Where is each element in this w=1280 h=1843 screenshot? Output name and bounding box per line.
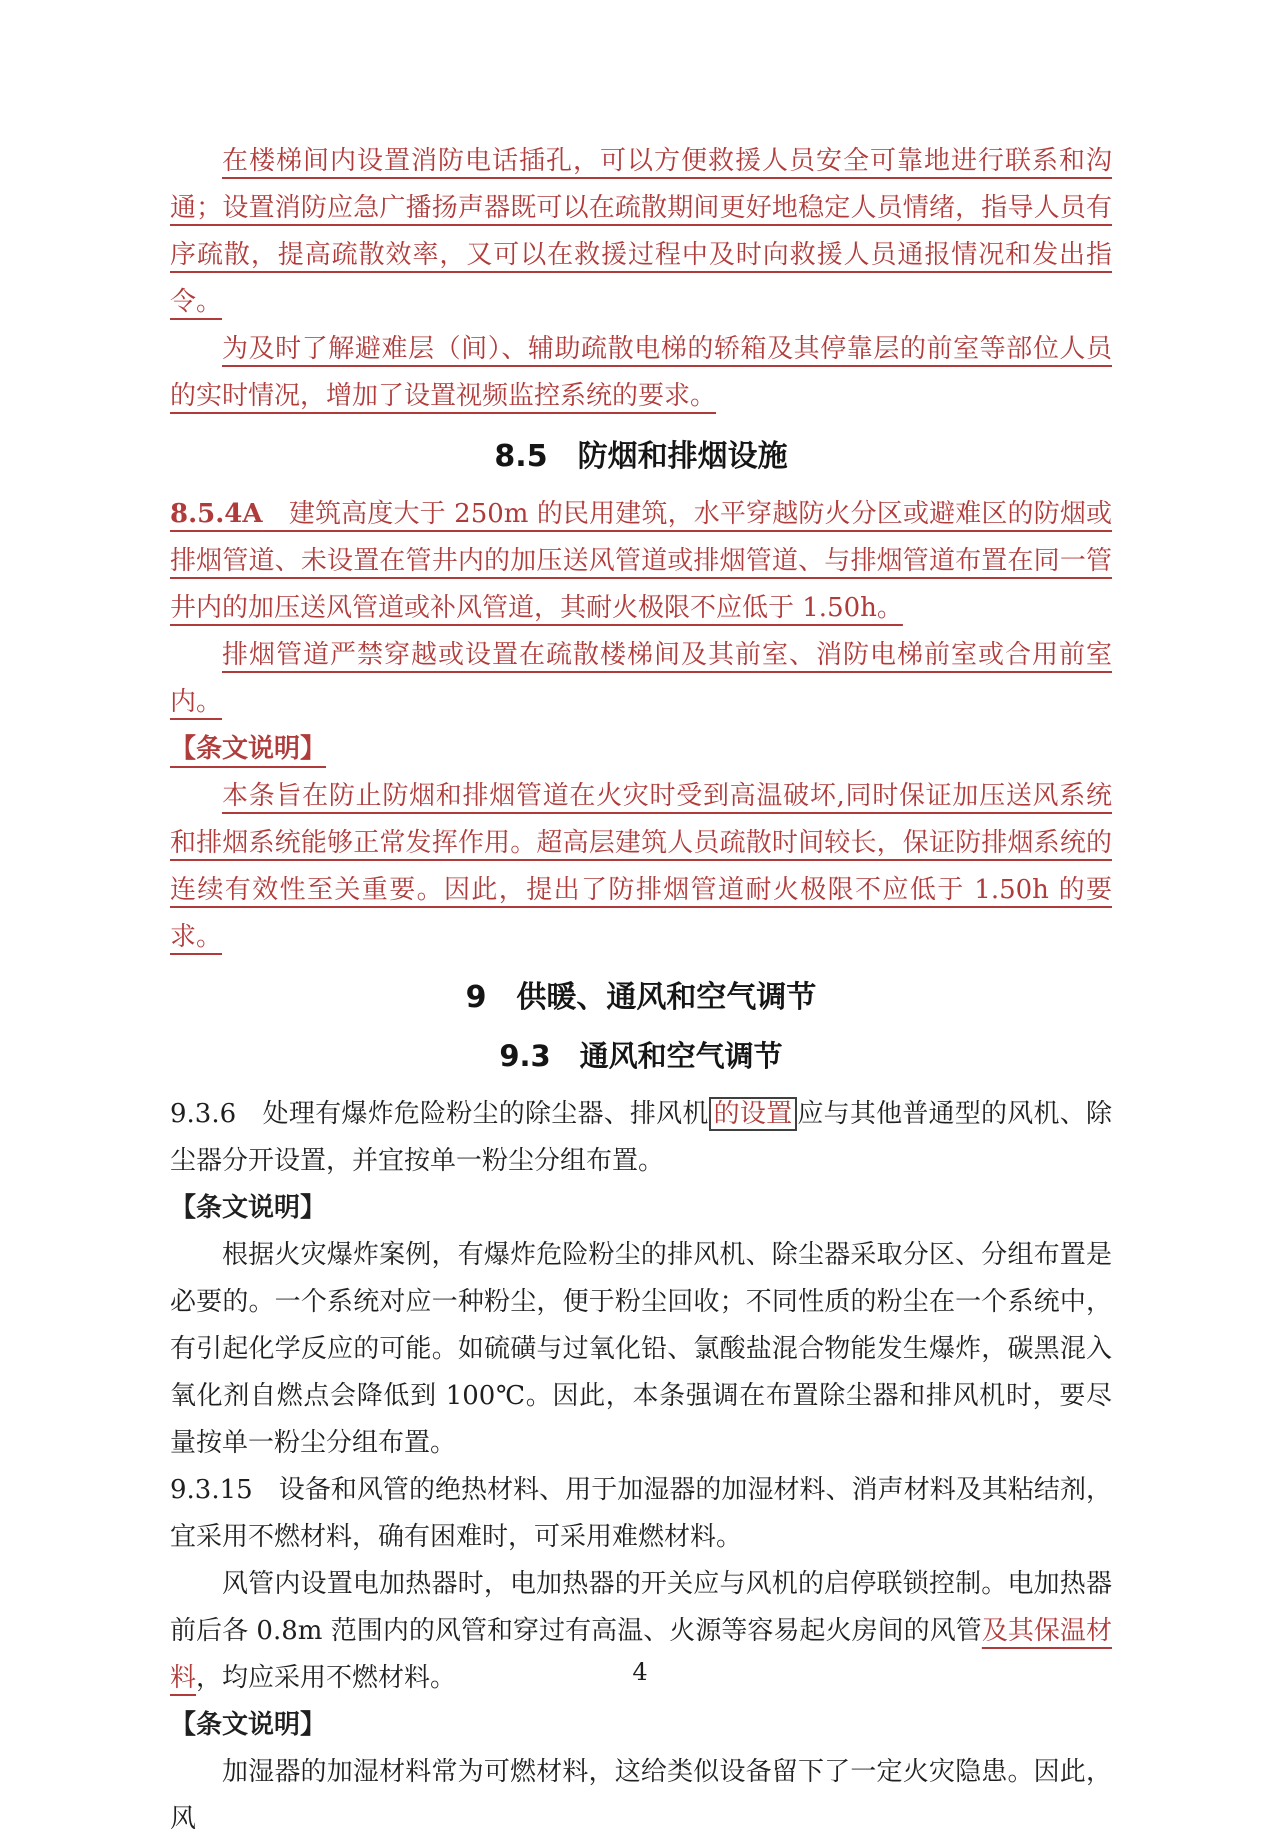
text-run: 设备和风管的绝热材料、用于加湿器的加湿材料、消声材料及其粘结剂，宜采用不燃材料，确有困难时，可采用难燃材料。	[170, 1475, 1112, 1552]
text-run: ，均应采用不燃材料。	[196, 1663, 457, 1693]
heading-8-5	[170, 432, 1112, 481]
remark-heading-9-3-6	[170, 1185, 1112, 1232]
para-8-5-4a	[170, 491, 1112, 632]
text-run: 加湿器的加湿材料常为可燃材料，这给类似设备留下了一定火灾隐患。因此，风	[170, 1757, 1112, 1834]
clause-number-9-3-6: 9.3.6	[170, 1099, 237, 1129]
para-9-3-6-explanation	[170, 1232, 1112, 1467]
text-run: 应与其他普通型的风机、除尘器分开设置，并宜按单一粉尘分组布置。	[170, 1099, 1112, 1176]
text-run: 风管内设置电加热器时，电加热器的开关应与风机的启停联锁控制。电加热器前后各 0.8m 范围内的风管和穿过有高温、火源等容易起火房间的风管	[170, 1569, 1112, 1646]
document-body	[170, 138, 1112, 1843]
text-run: 【条文说明】	[170, 1710, 327, 1740]
text-run: 根据火灾爆炸案例，有爆炸危险粉尘的排风机、除尘器采取分区、分组布置是必要的。一个系统对应一种粉尘，便于粉尘回收；不同性质的粉尘在一个系统中，有引起化学反应的可能。如硫磺与过氧化铅、氯酸盐混合物能发生爆炸，碳黑混入氧化剂自燃点会降低到 100℃。因此，本条强调在布置除尘器和排风机时，要尽量按单一粉尘分组布置。	[170, 1240, 1112, 1458]
remark-heading-9-3-15	[170, 1702, 1112, 1749]
heading-9	[170, 973, 1112, 1022]
para-video-monitoring	[170, 326, 1112, 420]
remark-heading-8-5-4a	[170, 726, 1112, 773]
heading-9-3	[170, 1032, 1112, 1081]
text-run: 建筑高度大于 250m 的民用建筑，水平穿越防火分区或避难区的防烟或排烟管道、未设置在管井内的加压送风管道或排烟管道、与排烟管道布置在同一管井内的加压送风管道或补风管道，其耐火极限不应低于 1.50h。	[170, 499, 1112, 623]
text-run: 9 供暖、通风和空气调节	[465, 980, 817, 1015]
text-run: 为及时了解避难层（间）、辅助疏散电梯的轿箱及其停靠层的前室等部位人员的实时情况，增加了设置视频监控系统的要求。	[170, 334, 1112, 411]
text-run: 【条文说明】	[170, 1193, 327, 1223]
text-run: 处理有爆炸危险粉尘的除尘器、排风机	[236, 1099, 709, 1129]
clause-number-8-5-4a: 8.5.4A	[170, 499, 263, 529]
para-smoke-duct-prohibition	[170, 632, 1112, 726]
para-9-3-6	[170, 1091, 1112, 1185]
text-run: 【条文说明】	[170, 734, 327, 764]
para-8-5-4a-explanation	[170, 773, 1112, 961]
revision-underline-segment: 及其保温材料	[170, 1616, 1112, 1693]
text-run: 排烟管道严禁穿越或设置在疏散楼梯间及其前室、消防电梯前室或合用前室内。	[170, 640, 1112, 717]
clause-number-9-3-15: 9.3.15	[170, 1475, 253, 1505]
para-humidifier	[170, 1749, 1112, 1843]
text-run: 9.3 通风和空气调节	[499, 1039, 783, 1073]
text-run: 本条旨在防止防烟和排烟管道在火灾时受到高温破坏,同时保证加压送风系统和排烟系统能够正常发挥作用。超高层建筑人员疏散时间较长，保证防排烟系统的连续有效性至关重要。因此，提出了防排烟管道耐火极限不应低于 1.50h 的要求。	[170, 781, 1112, 952]
revision-insertion-box: 的设置	[709, 1097, 798, 1131]
text-run: 8.5 防烟和排烟设施	[494, 439, 788, 474]
para-stairwell-phone-jack	[170, 138, 1112, 326]
page-number: 4	[632, 1658, 648, 1686]
text-run: 在楼梯间内设置消防电话插孔，可以方便救援人员安全可靠地进行联系和沟通；设置消防应急广播扬声器既可以在疏散期间更好地稳定人员情绪，指导人员有序疏散，提高疏散效率，又可以在救援过程中及时向救援人员通报情况和发出指令。	[170, 146, 1112, 317]
para-9-3-15	[170, 1467, 1112, 1561]
